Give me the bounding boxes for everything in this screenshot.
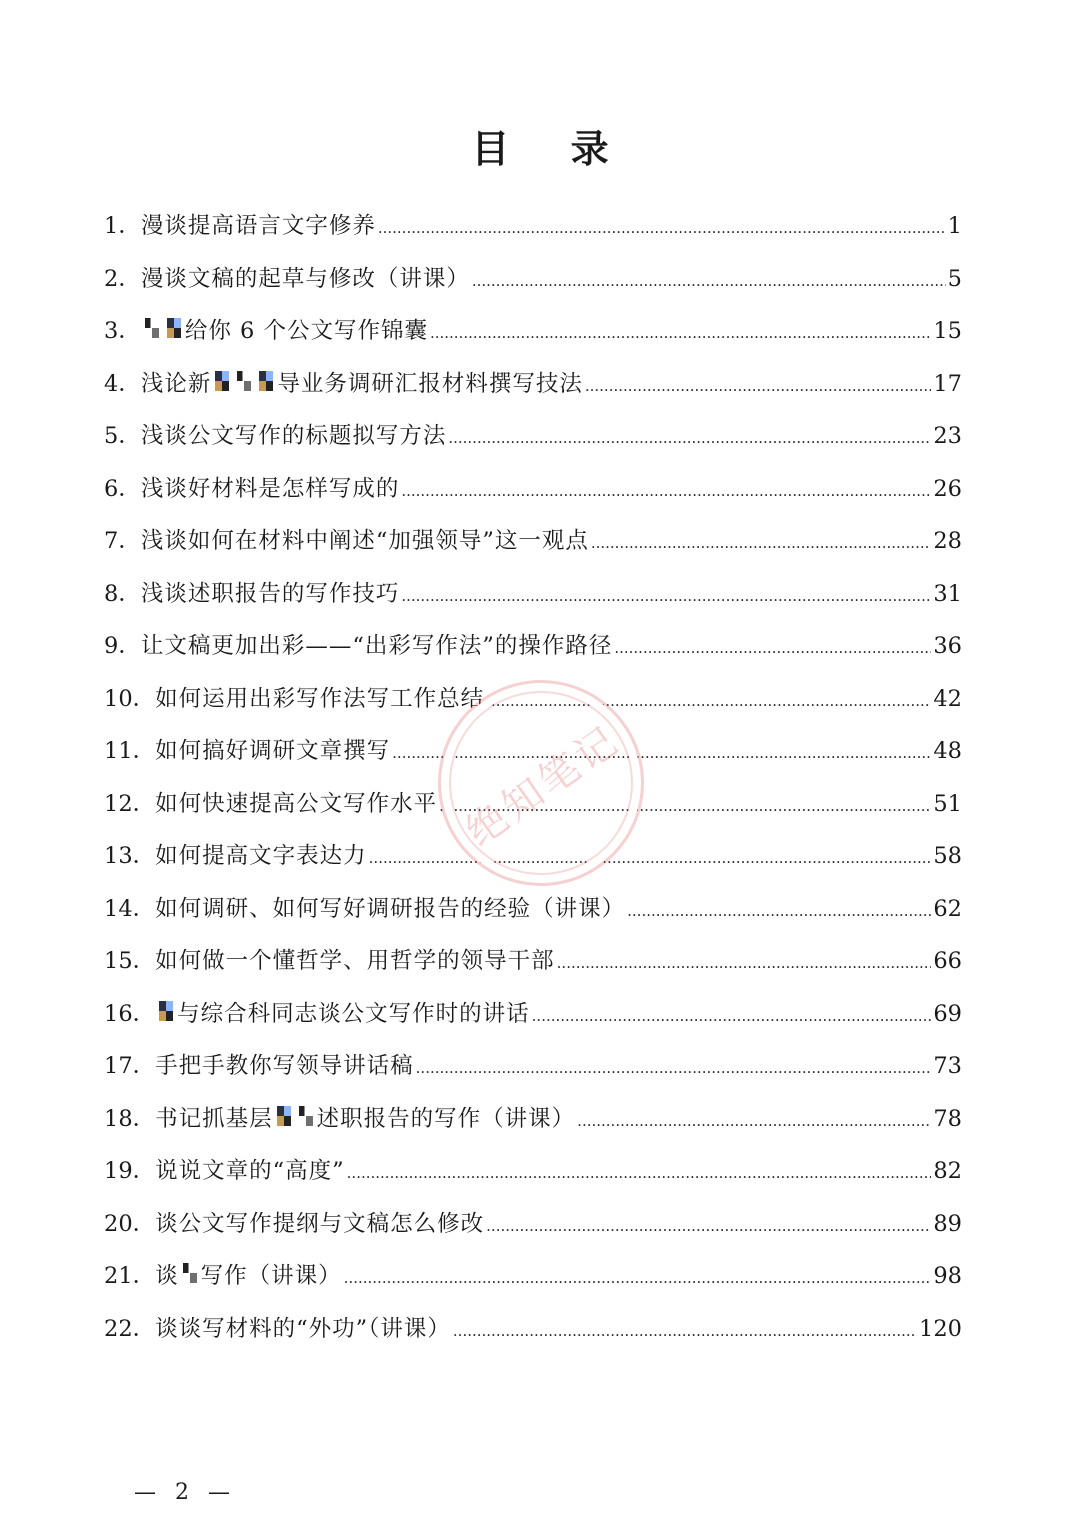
table-of-contents — [104, 200, 962, 1355]
toc-entry-number: 5． — [104, 423, 141, 449]
toc-leader-dots — [448, 410, 931, 465]
toc-leader-dots — [344, 1250, 932, 1305]
toc-entry-page: 78 — [933, 1105, 962, 1132]
toc-leader-dots — [369, 830, 932, 885]
toc-entry-number: 9． — [104, 633, 141, 659]
toc-entry-page: 82 — [933, 1158, 962, 1184]
toc-entry-page: 5 — [947, 265, 962, 292]
redacted-text-mosaic — [299, 1106, 313, 1126]
toc-entry-number: 13． — [104, 843, 156, 869]
toc-entry-title: 如何快速提高公文写作水平 — [155, 790, 438, 817]
toc-entry — [104, 305, 962, 358]
toc-entry-page: 15 — [933, 318, 962, 344]
toc-entry — [104, 673, 962, 726]
toc-entry — [104, 568, 962, 621]
toc-entry-title: 说说文章的“高度” — [155, 1158, 345, 1184]
toc-leader-dots — [347, 1145, 932, 1200]
toc-entry-title: 如何运用出彩写作法写工作总结 — [155, 685, 485, 712]
toc-entry — [104, 883, 962, 936]
toc-entry-page: 58 — [933, 843, 962, 869]
toc-leader-dots — [486, 673, 931, 728]
toc-entry-page: 31 — [933, 580, 962, 607]
toc-entry-page: 17 — [933, 370, 962, 397]
toc-entry-title: 如何搞好调研文章撰写 — [155, 738, 391, 764]
toc-entry-title-continued: 写作（讲课） — [200, 1263, 342, 1289]
toc-entry-page: 48 — [933, 738, 962, 764]
toc-entry-title: 浅谈好材料是怎样写成的 — [140, 475, 400, 502]
toc-entry-number: 6． — [104, 475, 141, 502]
redacted-text-mosaic — [237, 371, 251, 391]
toc-entry — [104, 1145, 962, 1198]
toc-entry-title-continued: 导业务调研汇报材料撰写技法 — [277, 370, 583, 397]
toc-entry — [104, 830, 962, 883]
toc-entry — [104, 515, 962, 568]
toc-entry-page: 42 — [933, 685, 962, 712]
toc-entry-number: 17． — [104, 1053, 156, 1079]
redacted-text-mosaic — [277, 1106, 291, 1126]
toc-leader-dots — [557, 935, 932, 990]
toc-leader-dots — [430, 305, 931, 360]
toc-entry-title: 书记抓基层 — [155, 1105, 273, 1132]
toc-entry — [104, 725, 962, 778]
toc-leader-dots — [401, 568, 931, 623]
toc-entry-number: 22． — [104, 1315, 156, 1342]
toc-entry — [104, 935, 962, 988]
toc-entry — [104, 463, 962, 516]
toc-leader-dots — [591, 515, 932, 570]
toc-entry-title: 漫谈文稿的起草与修改（讲课） — [140, 265, 470, 292]
page-number: — 2 — — [134, 1480, 236, 1505]
toc-entry-title: 如何提高文字表达力 — [155, 843, 367, 869]
toc-entry-page: 69 — [933, 1000, 962, 1027]
toc-entry — [104, 1303, 962, 1356]
toc-entry-page: 1 — [947, 213, 962, 239]
toc-entry-number: 10． — [104, 685, 156, 712]
toc-entry-number: 20． — [104, 1210, 156, 1237]
toc-entry-title: 谈公文写作提纲与文稿怎么修改 — [155, 1210, 485, 1237]
toc-entry-title: 谈 — [155, 1263, 179, 1289]
toc-entry-title: 与综合科同志谈公文写作时的讲话 — [177, 1000, 530, 1027]
toc-entry-number: 2． — [104, 265, 141, 292]
toc-entry — [104, 1040, 962, 1093]
toc-entry — [104, 620, 962, 673]
toc-entry-number: 21． — [104, 1263, 156, 1289]
toc-entry — [104, 1093, 962, 1146]
toc-entry-page: 36 — [933, 633, 962, 659]
toc-entry-number: 16． — [104, 1000, 156, 1027]
toc-entry-title-continued: 述职报告的写作（讲课） — [316, 1105, 576, 1132]
toc-leader-dots — [532, 988, 932, 1043]
toc-entry-title: 浅谈述职报告的写作技巧 — [140, 580, 400, 607]
toc-leader-dots — [392, 725, 931, 780]
toc-entry-page: 23 — [933, 423, 962, 449]
toc-leader-dots — [416, 1040, 932, 1095]
toc-leader-dots — [486, 1198, 931, 1253]
toc-entry-number: 19． — [104, 1158, 156, 1184]
toc-leader-dots — [401, 463, 931, 518]
toc-entry — [104, 988, 962, 1041]
toc-entry-page: 89 — [933, 1210, 962, 1237]
toc-entry-number: 1． — [104, 213, 141, 239]
toc-entry-number: 8． — [104, 580, 141, 607]
toc-entry-page: 28 — [933, 528, 962, 554]
toc-entry-title: 如何调研、如何写好调研报告的经验（讲课） — [155, 895, 626, 922]
toc-entry — [104, 410, 962, 463]
toc-leader-dots — [627, 883, 931, 938]
page-title: 目 录 — [471, 126, 633, 171]
watermark-text: 绝知笔记 — [457, 716, 629, 856]
toc-entry — [104, 200, 962, 253]
toc-entry-title: 浅论新 — [140, 370, 212, 397]
redacted-text-mosaic — [159, 1001, 173, 1021]
toc-entry — [104, 1198, 962, 1251]
redacted-text-mosaic — [183, 1263, 197, 1283]
toc-entry — [104, 778, 962, 831]
toc-entry-number: 3． — [104, 318, 141, 344]
toc-entry — [104, 1250, 962, 1303]
toc-entry-number: 4． — [104, 370, 141, 397]
toc-entry-page: 98 — [933, 1263, 962, 1289]
toc-entry — [104, 253, 962, 306]
redacted-text-mosaic — [259, 371, 273, 391]
redacted-text-mosaic — [167, 318, 181, 338]
toc-leader-dots — [439, 778, 931, 833]
toc-entry-title: 手把手教你写领导讲话稿 — [155, 1053, 414, 1079]
toc-entry-title: 给你 6 个公文写作锦囊 — [184, 318, 428, 344]
toc-leader-dots — [472, 253, 946, 308]
toc-leader-dots — [614, 620, 931, 675]
redacted-text-mosaic — [145, 318, 159, 338]
toc-entry — [104, 358, 962, 411]
toc-entry-title: 让文稿更加出彩——“出彩写作法”的操作路径 — [140, 633, 613, 659]
toc-entry-number: 12． — [104, 790, 156, 817]
toc-entry-title: 浅谈如何在材料中阐述“加强领导”这一观点 — [140, 528, 589, 554]
toc-entry-number: 11． — [104, 738, 156, 764]
toc-entry-page: 120 — [919, 1315, 962, 1342]
toc-entry-page: 66 — [933, 948, 962, 974]
toc-entry-title: 漫谈提高语言文字修养 — [140, 213, 376, 239]
toc-leader-dots — [585, 358, 932, 413]
toc-entry-number: 14． — [104, 895, 156, 922]
toc-leader-dots — [453, 1303, 917, 1358]
toc-entry-number: 18． — [104, 1105, 156, 1132]
toc-entry-title: 如何做一个懂哲学、用哲学的领导干部 — [155, 948, 555, 974]
toc-entry-page: 73 — [933, 1053, 962, 1079]
toc-entry-number: 7． — [104, 528, 141, 554]
toc-entry-page: 51 — [933, 790, 962, 817]
toc-entry-title: 浅谈公文写作的标题拟写方法 — [140, 423, 447, 449]
toc-entry-page: 62 — [933, 895, 962, 922]
redacted-text-mosaic — [215, 371, 229, 391]
toc-leader-dots — [378, 200, 946, 255]
toc-entry-number: 15． — [104, 948, 156, 974]
toc-entry-page: 26 — [933, 475, 962, 502]
toc-entry-title: 谈谈写材料的“外功”（讲课） — [155, 1315, 451, 1342]
toc-leader-dots — [577, 1093, 931, 1148]
